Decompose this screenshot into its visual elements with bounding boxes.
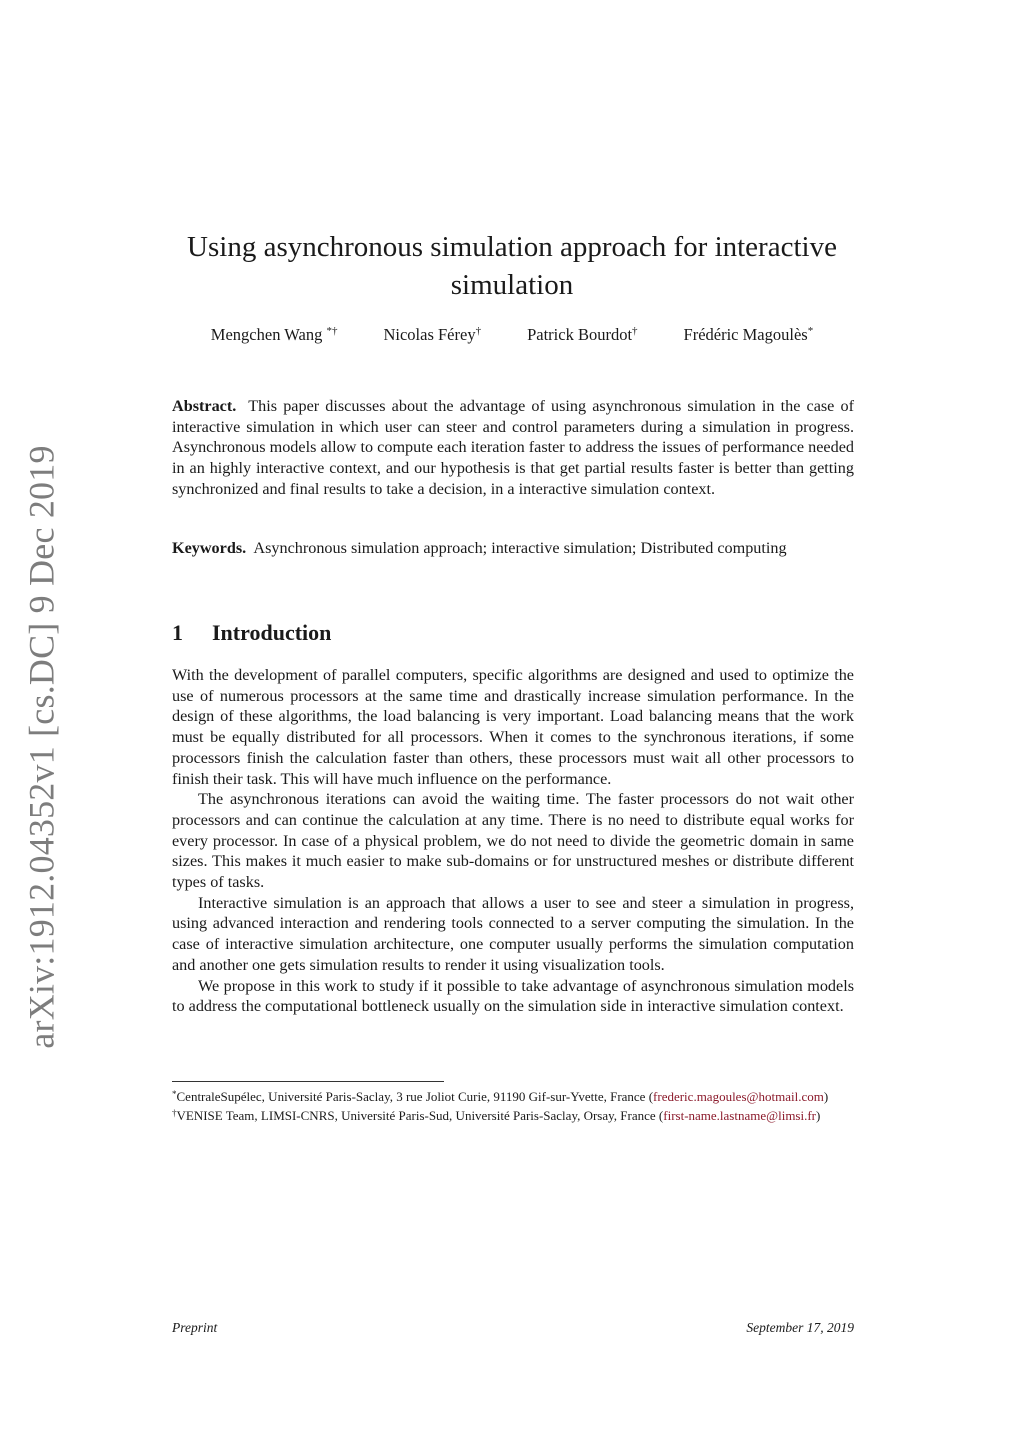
footnote-divider [172,1081,444,1082]
author [211,325,338,345]
footnote-close: ) [816,1108,821,1123]
footnote-text: CentraleSupélec, Université Paris-Saclay, 3 rue Joliot Curie, 91190 Gif-sur-Yvette, France ( [176,1089,654,1104]
paragraph: Interactive simulation is an approach that allows a user to see and steer a simulation in progress, using advanced interaction and rendering tools connected to a server computing the simulation. In the case of interactive simulation architecture, one computer usually performs the simulation computation and another one gets simulation results to render it using visualization tools. [172,893,854,974]
footnote-close: ) [823,1089,829,1104]
keywords-label: Keywords. [172,539,247,557]
footnote [172,1086,854,1105]
section-heading [172,620,331,646]
author-name: Patrick Bourdot [527,325,633,344]
abstract-label: Abstract. [172,397,237,415]
author-name: Frédéric Magoulès [683,325,808,344]
footer-left: Preprint [172,1320,218,1335]
footnote-text: VENISE Team, LIMSI-CNRS, Université Paris-Sud, Université Paris-Saclay, Orsay, France ( [176,1108,664,1123]
author [527,325,637,345]
author-affiliation-mark: * [807,325,814,337]
paragraph: The asynchronous iterations can avoid the waiting time. The faster processors do not wait other processors and can continue the calculation at any time. There is no need to distribute equal works for every processor. In case of a physical problem, we do not need to divide the geometric domain in same sizes. This makes it much easier to make sub-domains or for unstructured meshes or distribute different types of tasks. [172,790,854,892]
arxiv-stamp [2,445,82,1049]
paragraph: We propose in this work to study if it possible to take advantage of asynchronous simulation models to address the computational bottleneck usually on the simulation side in interactive simulation context. [172,976,854,1016]
footnote [172,1105,854,1124]
author-name: Nicolas Férey [383,325,476,344]
author-affiliation-mark: † [632,325,638,337]
footnote-mark: † [172,1108,177,1118]
email-link[interactable]: first-name.lastname@limsi.fr [663,1108,817,1123]
email-link[interactable]: frederic.magoules@hotmail.com [653,1089,824,1104]
abstract [172,396,854,500]
author-list [150,325,874,345]
section-number: 1 [172,620,183,645]
footnotes [172,1086,854,1124]
keywords-text: Asynchronous simulation approach; interactive simulation; Distributed computing [253,539,787,557]
page-footer [172,1320,854,1336]
author-affiliation-mark: *† [326,325,338,337]
abstract-text: This paper discusses about the advantage of using asynchronous simulation in the case of interactive simulation in which user can steer and control parameters during a simulation in progress. Asynchronous models allow to compute each iteration faster to address the issues of performance needed in an highly interactive context, and our hypothesis is that get partial results faster is better than getting synchronized and final results to take a decision, in a interactive simulation context. [172,397,854,498]
keywords [172,538,854,559]
footnote-mark: * [172,1089,177,1099]
paragraph: With the development of parallel computers, specific algorithms are designed and used to optimize the use of numerous processors at the same time and drastically increase simulation performance. In the design of these algorithms, the load balancing is very important. Load balancing means that the work must be equally distributed for all processors. When it comes to the synchronous iterations, if some processors finish the calculation faster than others, these processors must wait all other processors to finish their task. This will have much influence on the performance. [172,666,854,788]
paper-title: Using asynchronous simulation approach for interactive simulation [187,231,837,301]
author [684,325,814,345]
author [383,325,481,345]
introduction-body [172,665,854,1017]
author-name: Mengchen Wang [210,325,323,344]
arxiv-id: arXiv:1912.04352v1 [cs.DC] 9 Dec 2019 [22,445,62,1049]
section-title: Introduction [212,620,332,645]
footer-date: September 17, 2019 [746,1320,854,1335]
author-affiliation-mark: † [475,325,482,337]
